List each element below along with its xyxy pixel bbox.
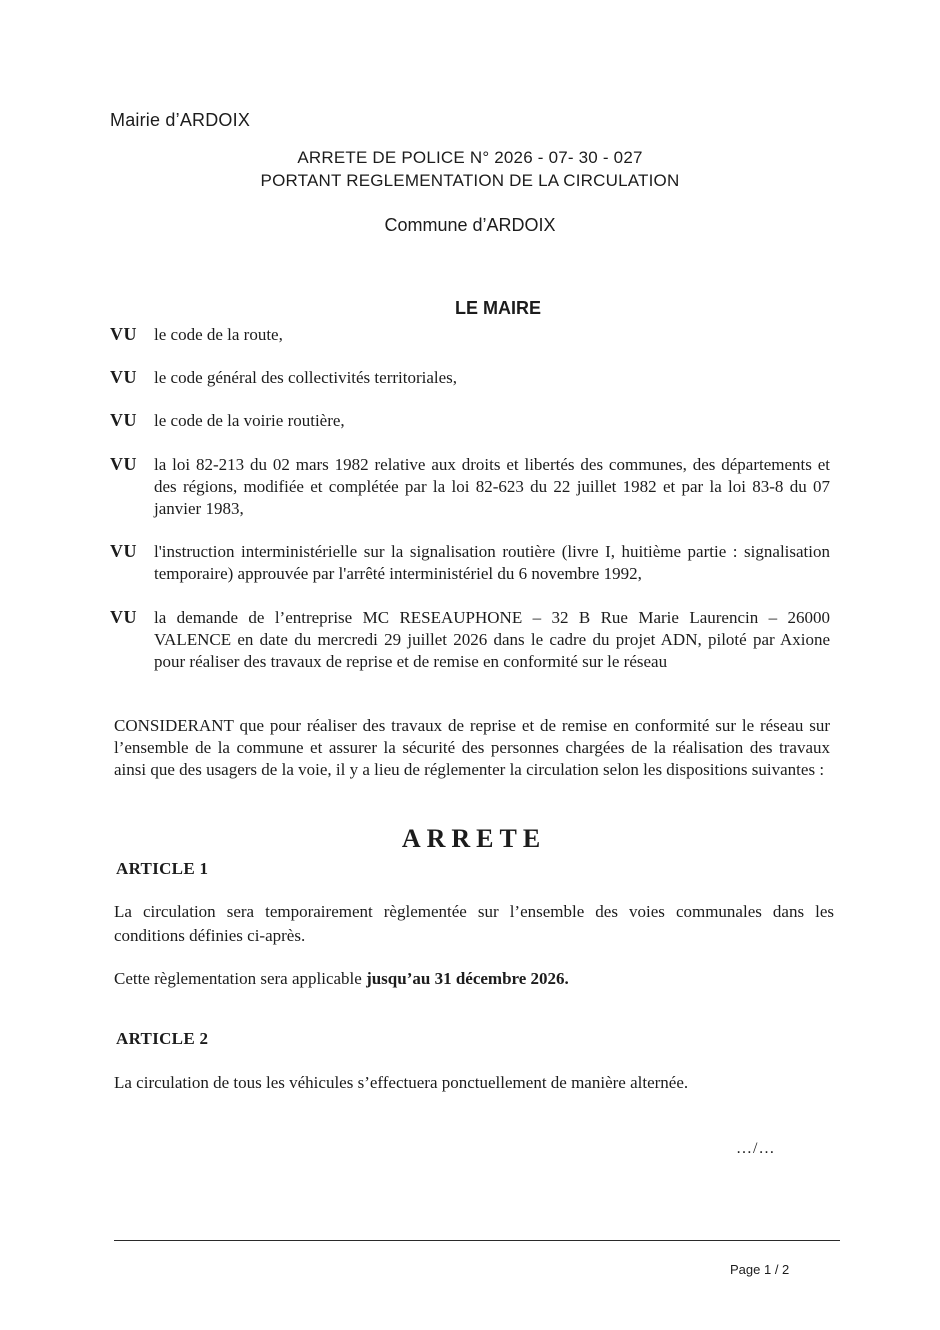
arrete-heading: ARRETE	[401, 824, 547, 853]
visa-label: VU	[110, 324, 137, 344]
footer-divider	[114, 1240, 840, 1241]
visa-text: le code de la route,	[154, 325, 283, 344]
considerant-paragraph: CONSIDERANT que pour réaliser des travaux de reprise et de remise en conformité sur le réseau sur l’ensemble de la commune et assurer la sécurité des personnes chargées de la réalisation des travaux ainsi que des usagers de la voie, il y a lieu de réglementer la circulation selon les dispositions suivantes :	[114, 716, 830, 779]
visa-text: la demande de l’entreprise MC RESEAUPHONE – 32 B Rue Marie Laurencin – 26000 VALENCE en date du mercredi 29 juillet 2026 dans le cadre du projet ADN, piloté par Axione pour réaliser des travaux de reprise et de remise en conformité sur le réseau	[154, 608, 830, 671]
validity-text: Cette règlementation sera applicable	[114, 969, 367, 988]
visa-label: VU	[110, 367, 137, 387]
visa-text: le code général des collectivités territoriales,	[154, 368, 458, 387]
continuation-mark: …/…	[736, 1140, 776, 1157]
visa-label: VU	[110, 607, 137, 627]
article-1-validity	[114, 967, 834, 991]
commune-name: Commune d’ARDOIX	[384, 215, 556, 235]
article-1-paragraph: La circulation sera temporairement règlementée sur l’ensemble des voies communales dans les conditions définies ci-après.	[114, 902, 834, 945]
arrete-subtitle: PORTANT REGLEMENTATION DE LA CIRCULATION	[260, 171, 680, 190]
visa-text: la loi 82-213 du 02 mars 1982 relative aux droits et libertés des communes, des départements et des régions, modifiée et complétée par la loi 82-623 du 22 juillet 1982 et par la loi 83-8 du 07 janvier 1983,	[154, 455, 830, 518]
arrete-title: ARRETE DE POLICE N° 2026 - 07- 30 - 027	[297, 148, 643, 167]
article-2-heading: ARTICLE 2	[116, 1029, 209, 1048]
visa-label: VU	[110, 541, 137, 561]
visa-label: VU	[110, 454, 137, 474]
visa-label: VU	[110, 410, 137, 430]
article-1-heading: ARTICLE 1	[116, 859, 209, 878]
le-maire-heading: LE MAIRE	[454, 298, 541, 318]
mairie-name: Mairie d’ARDOIX	[110, 110, 251, 130]
article-2-paragraph: La circulation de tous les véhicules s’effectuera ponctuellement de manière alternée.	[114, 1073, 689, 1092]
visa-text: l'instruction interministérielle sur la signalisation routière (livre I, huitième partie : signalisation temporaire) approuvée par l'arrêté interministériel du 6 novembre 1992,	[154, 542, 830, 583]
page-number: Page 1 / 2	[730, 1262, 790, 1277]
validity-date: jusqu’au 31 décembre 2026.	[366, 969, 569, 988]
visa-text: le code de la voirie routière,	[154, 411, 345, 430]
